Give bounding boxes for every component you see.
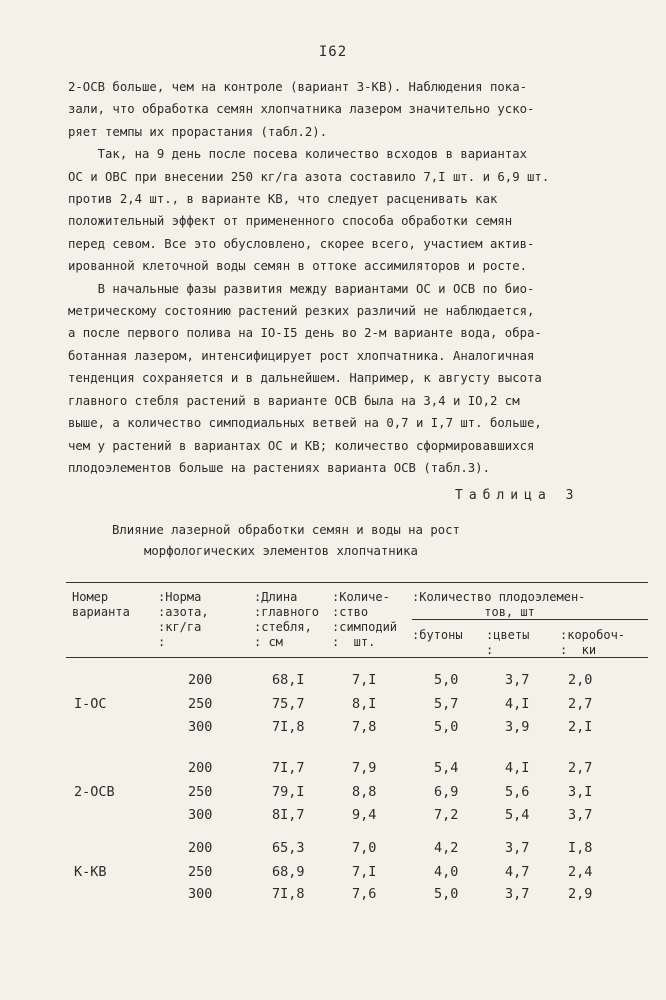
text-line: перед севом. Все это обусловлено, скорее всего, участием актив- xyxy=(68,236,535,251)
cell-count: 7,6 xyxy=(352,886,377,902)
cell-buds: 5,4 xyxy=(434,760,459,776)
cell-length: 75,7 xyxy=(272,696,305,712)
header-norm: :Норма :азота, :кг/га : xyxy=(158,590,209,649)
table-top-rule xyxy=(66,582,648,583)
cell-bolls: 3,7 xyxy=(568,807,593,823)
text-line: ОС и ОВС при внесении 250 кг/га азота составило 7,I шт. и 6,9 шт. xyxy=(68,169,550,184)
text-line: ряет темпы их прорастания (табл.2). xyxy=(68,124,328,139)
cell-bolls: 2,I xyxy=(568,719,593,735)
cell-bolls: I,8 xyxy=(568,840,593,856)
text-line: метрическому состоянию растений резких различий не наблюдается, xyxy=(68,304,535,319)
cell-flowers: 5,4 xyxy=(505,807,530,823)
cell-length: 7I,8 xyxy=(272,719,305,735)
cell-variant: 2-ОСВ xyxy=(74,784,115,800)
cell-buds: 5,0 xyxy=(434,672,459,688)
header-fruit-group: :Количество плодоэлемен- тов, шт xyxy=(412,590,586,619)
cell-buds: 4,0 xyxy=(434,864,459,880)
cell-length: 68,I xyxy=(272,672,305,688)
text-line: главного стебля растений в варианте ОСВ была на 3,4 и IO,2 см xyxy=(68,393,520,408)
text-line: против 2,4 шт., в варианте КВ, что следует расценивать как xyxy=(68,192,498,207)
cell-flowers: 4,I xyxy=(505,696,530,712)
text-line: выше, а количество симподиальных ветвей на 0,7 и I,7 шт. больше, xyxy=(68,416,542,431)
text-line: 2-ОСВ больше, чем на контроле (вариант 3-КВ). Наблюдения пока- xyxy=(68,80,528,94)
cell-flowers: 3,7 xyxy=(505,672,530,688)
header-count: :Количе- :ство :симподий : шт. xyxy=(332,590,398,649)
body-text xyxy=(68,76,648,479)
cell-length: 7I,8 xyxy=(272,886,305,902)
cell-count: 7,8 xyxy=(352,719,377,735)
cell-length: 65,3 xyxy=(272,840,305,856)
header-variant: Номер варианта xyxy=(72,590,130,619)
cell-length: 7I,7 xyxy=(272,760,305,776)
cell-norm: 300 xyxy=(188,807,213,823)
cell-flowers: 3,7 xyxy=(505,886,530,902)
caption-line-1: Влияние лазерной обработки семян и воды на рост xyxy=(112,523,460,537)
cell-norm: 200 xyxy=(188,760,213,776)
cell-buds: 5,0 xyxy=(434,886,459,902)
header-buds: :бутоны xyxy=(412,628,463,642)
text-line: тенденция сохраняется и в дальнейшем. Например, к августу высота xyxy=(68,371,542,386)
cell-length: 68,9 xyxy=(272,864,305,880)
page-number: I62 xyxy=(318,44,348,60)
cell-bolls: 2,7 xyxy=(568,696,593,712)
cell-variant: К-КВ xyxy=(74,864,107,880)
text-line: положительный эффект от примененного способа обработки семян xyxy=(68,214,513,229)
caption-line-2: морфологических элементов хлопчатника xyxy=(144,544,418,558)
cell-buds: 6,9 xyxy=(434,784,459,800)
table-caption xyxy=(112,520,460,562)
cell-count: 8,I xyxy=(352,696,377,712)
cell-buds: 7,2 xyxy=(434,807,459,823)
cell-count: 7,I xyxy=(352,672,377,688)
cell-count: 7,9 xyxy=(352,760,377,776)
cell-buds: 5,0 xyxy=(434,719,459,735)
text-line: чем у растений в вариантах ОС и КВ; количество сформировавшихся xyxy=(68,438,535,453)
cell-norm: 250 xyxy=(188,696,213,712)
cell-flowers: 3,9 xyxy=(505,719,530,735)
text-line: ированной клеточной воды семян в оттоке ассимиляторов и росте. xyxy=(68,259,528,274)
text-line: плодоэлементов больше на растениях варианта ОСВ (табл.3). xyxy=(68,460,490,475)
text-line: Так, на 9 день после посева количество всходов в вариантах xyxy=(68,147,528,162)
header-flowers: :цветы : xyxy=(486,628,530,657)
cell-bolls: 3,I xyxy=(568,784,593,800)
cell-count: 8,8 xyxy=(352,784,377,800)
cell-length: 79,I xyxy=(272,784,305,800)
text-line: зали, что обработка семян хлопчатника лазером значительно уско- xyxy=(68,102,535,117)
cell-bolls: 2,0 xyxy=(568,672,593,688)
cell-norm: 300 xyxy=(188,886,213,902)
cell-buds: 5,7 xyxy=(434,696,459,712)
text-line: В начальные фазы развития между вариантами ОС и ОСВ по био- xyxy=(68,281,535,296)
cell-norm: 200 xyxy=(188,672,213,688)
cell-bolls: 2,9 xyxy=(568,886,593,902)
cell-flowers: 4,I xyxy=(505,760,530,776)
cell-count: 7,0 xyxy=(352,840,377,856)
cell-norm: 200 xyxy=(188,840,213,856)
cell-flowers: 5,6 xyxy=(505,784,530,800)
header-bolls: :коробоч- : ки xyxy=(560,628,626,657)
cell-buds: 4,2 xyxy=(434,840,459,856)
cell-length: 8I,7 xyxy=(272,807,305,823)
cell-bolls: 2,4 xyxy=(568,864,593,880)
table-label: Таблица 3 xyxy=(455,488,580,503)
cell-flowers: 4,7 xyxy=(505,864,530,880)
cell-flowers: 3,7 xyxy=(505,840,530,856)
cell-norm: 250 xyxy=(188,864,213,880)
cell-count: 7,I xyxy=(352,864,377,880)
text-line: ботанная лазером, интенсифицирует рост хлопчатника. Аналогичная xyxy=(68,348,535,363)
cell-count: 9,4 xyxy=(352,807,377,823)
cell-variant: I-ОС xyxy=(74,696,107,712)
cell-bolls: 2,7 xyxy=(568,760,593,776)
cell-norm: 250 xyxy=(188,784,213,800)
text-line: а после первого полива на IO-I5 день во 2-м варианте вода, обра- xyxy=(68,326,542,341)
cell-norm: 300 xyxy=(188,719,213,735)
header-length: :Длина :главного :стебля, : см xyxy=(254,590,320,649)
